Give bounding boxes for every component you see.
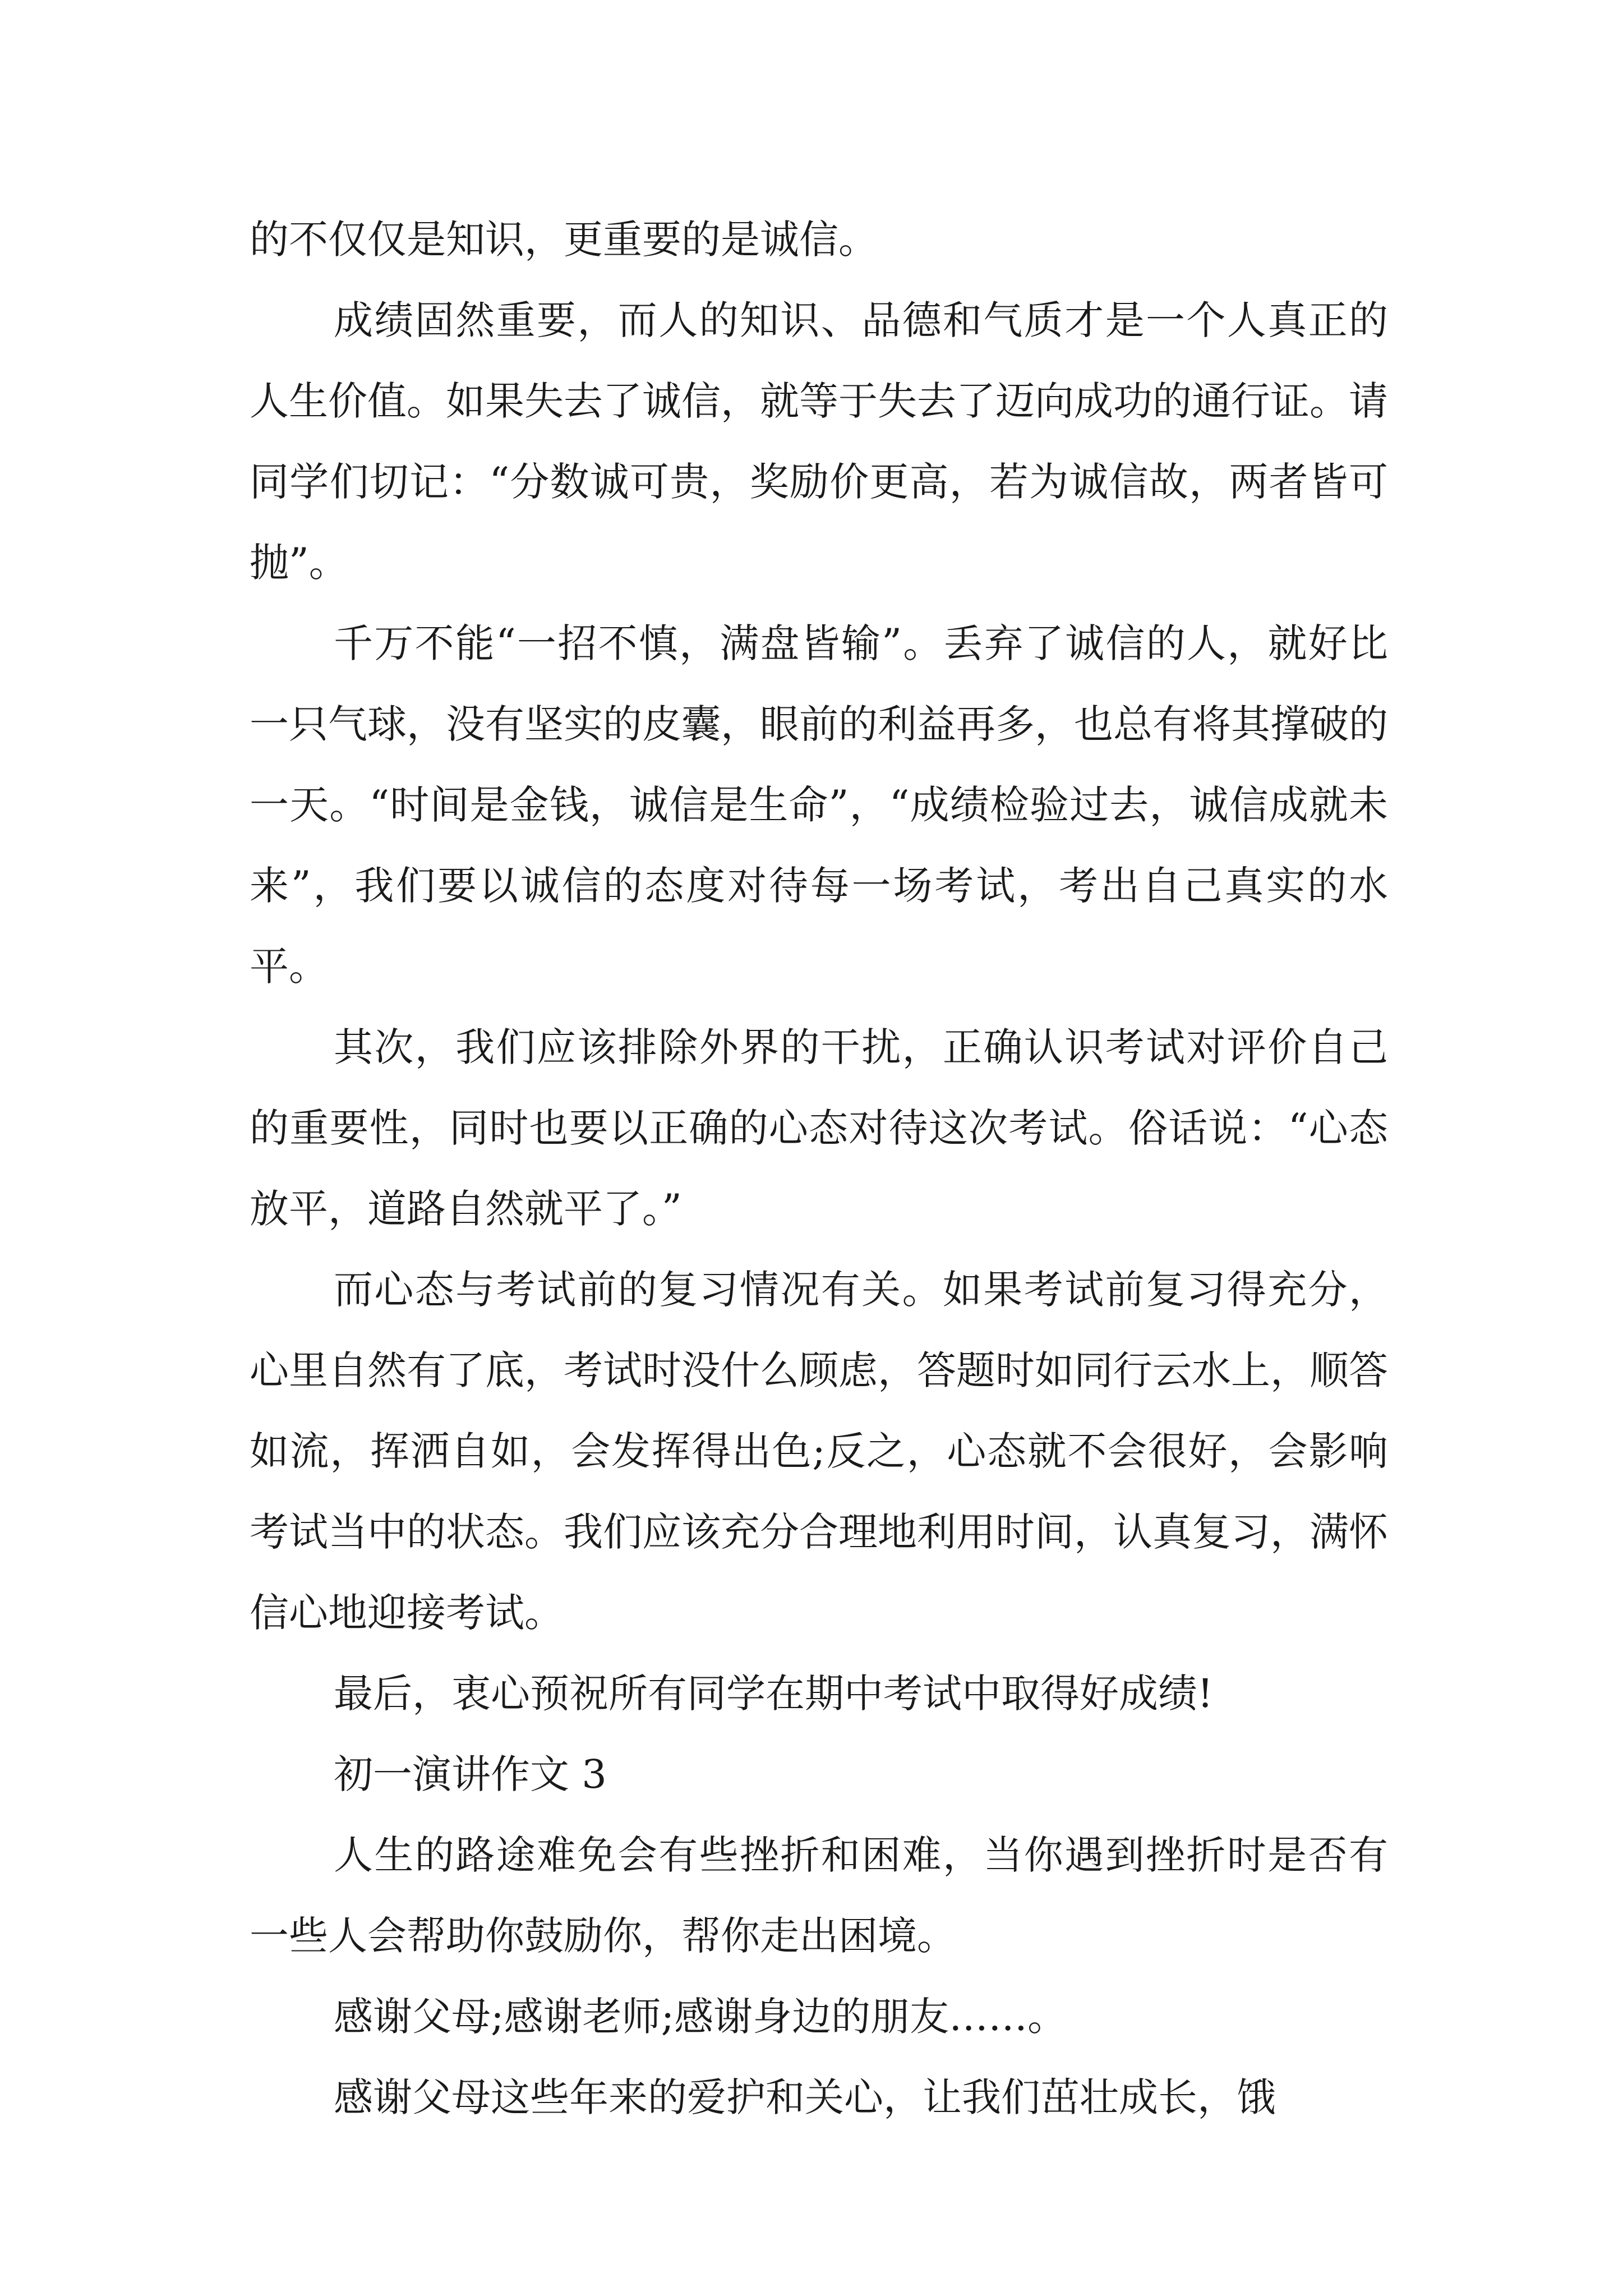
paragraph-review-preparation: 而心态与考试前的复习情况有关。如果考试前复习得充分，心里自然有了底，考试时没什么顾虑，答题时如同行云水上，顺答如流，挥洒自如，会发挥得出色;反之，心态就不会很好，会影响考试当中的状态。我们应该充分合理地利用时间，认真复习，满怀信心地迎接考试。: [250, 1267, 1388, 1636]
paragraph-do-not-lose-integrity: 千万不能“一招不慎，满盘皆输”。丢弃了诚信的人，就好比一只气球，没有坚实的皮囊，眼前的利益再多，也总有将其撑破的一天。“时间是金钱，诚信是生命”，“成绩检验过去，诚信成就未来”，我们要以诚信的态度对待每一场考试，考出自己真实的水平。: [250, 620, 1388, 990]
document-body: [250, 199, 1388, 2138]
paragraph-thanks-list: 感谢父母;感谢老师;感谢身边的朋友……。: [334, 1994, 1067, 2040]
paragraph-mindset: 其次，我们应该排除外界的干扰，正确认识考试对评价自己的重要性，同时也要以正确的心态对待这次考试。俗话说：“心态放平，道路自然就平了。”: [250, 1024, 1388, 1232]
paragraph-continuation: 的不仅仅是知识，更重要的是诚信。: [250, 217, 878, 263]
paragraph-grades-and-integrity: 成绩固然重要，而人的知识、品德和气质才是一个人真正的人生价值。如果失去了诚信，就等于失去了迈向成功的通行证。请同学们切记：“分数诚可贵，奖励价更高，若为诚信故，两者皆可抛”。: [250, 297, 1388, 586]
paragraph-closing-wishes: 最后，衷心预祝所有同学在期中考试中取得好成绩!: [334, 1671, 1214, 1717]
paragraph-life-setbacks: 人生的路途难免会有些挫折和困难，当你遇到挫折时是否有一些人会帮助你鼓励你，帮你走出困境。: [250, 1832, 1388, 1959]
section-heading: 初一演讲作文 3: [334, 1751, 607, 1797]
paragraph-thanks-parents: 感谢父母这些年来的爱护和关心，让我们茁壮成长，饿: [334, 2074, 1276, 2120]
